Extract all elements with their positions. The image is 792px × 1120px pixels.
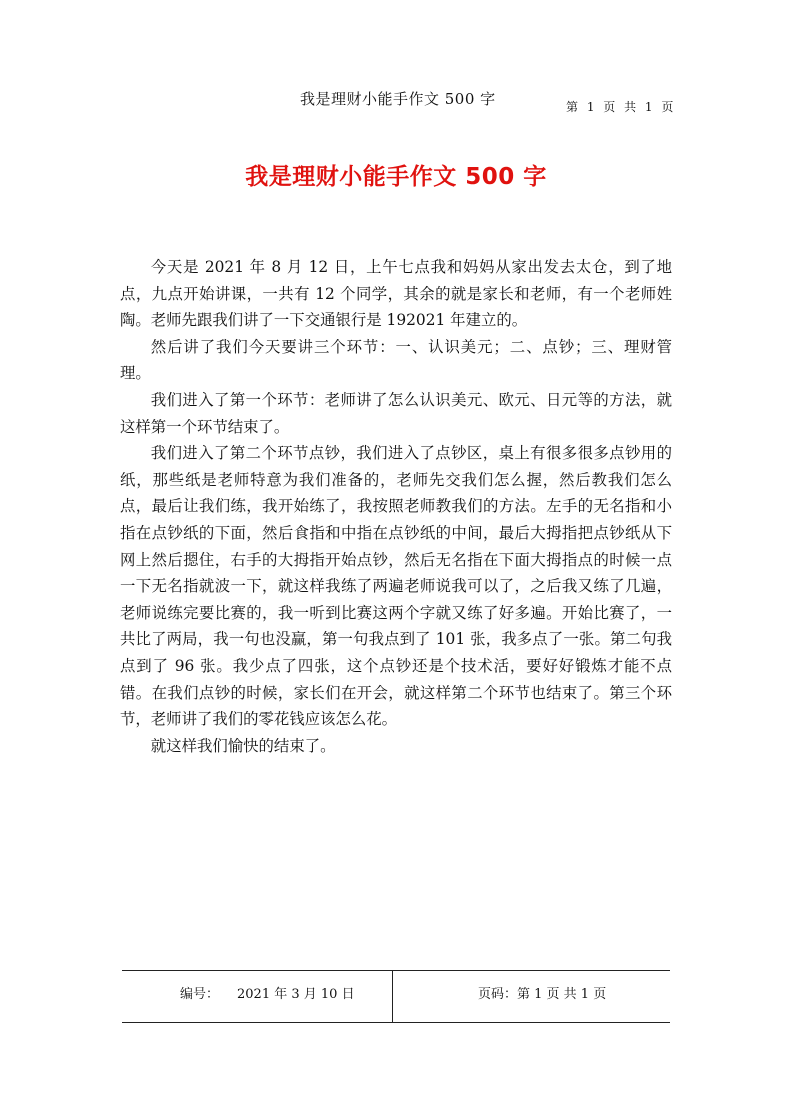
paragraph-1: 今天是 2021 年 8 月 12 日，上午七点我和妈妈从家出发去太仓，到了地点，九点开始讲课，一共有 12 个同学，其余的就是家长和老师，有一个老师姓陶。老师先跟我们讲了一下交通银行是 192021 年建立的。 — [120, 258, 672, 330]
paragraph-2: 然后讲了我们今天要讲三个环节：一、认识美元；二、点钞；三、理财管理。 — [120, 337, 672, 383]
paragraph-5: 就这样我们愉快的结束了。 — [150, 736, 336, 755]
footer-bottom-rule — [122, 1022, 670, 1023]
header-page-info: 第 1 页 共 1 页 — [566, 100, 674, 114]
footer-number — [180, 983, 355, 1002]
document-title: 我是理财小能手作文 500 字 — [245, 164, 547, 190]
header-title: 我是理财小能手作文 500 字 — [300, 90, 496, 108]
footer-number-label: 编号： — [180, 987, 220, 1002]
document-body — [120, 254, 672, 759]
paragraph-4: 我们进入了第二个环节点钞，我们进入了点钞区，桌上有很多很多点钞用的纸，那些纸是老师特意为我们准备的，老师先交我们怎么握，然后教我们怎么点，最后让我们练，我开始练了，我按照老师教我们的方法。左手的无名指和小指在点钞纸的下面，然后食指和中指在点钞纸的中间，最后大拇指把点钞纸从下网上然后摁住，右手的大拇指开始点钞，然后无名指在下面大拇指点的时候一点一下无名指就波一下，就这样我练了两遍老师说我可以了，之后我又练了几遍，老师说练完要比赛的，我一听到比赛这两个字就又练了好多遍。开始比赛了，一共比了两局，我一句也没赢，第一句我点到了 101 张，我多点了一张。第二句我点到了 96 张。我少点了四张，这个点钞还是个技术活，要好好锻炼才能不点错。在我们点钞的时候，家长们在开会，就这样第二个环节也结束了。第三个环节，老师讲了我们的零花钱应该怎么花。 — [120, 444, 672, 729]
footer-page-code: 页码：第 1 页 共 1 页 — [478, 987, 607, 1002]
paragraph-3: 我们进入了第一个环节：老师讲了怎么认识美元、欧元、日元等的方法，就这样第一个环节结束了。 — [120, 390, 672, 436]
footer-divider — [392, 970, 393, 1022]
footer-top-rule — [122, 970, 670, 971]
footer-number-date: 2021 年 3 月 10 日 — [237, 987, 355, 1002]
